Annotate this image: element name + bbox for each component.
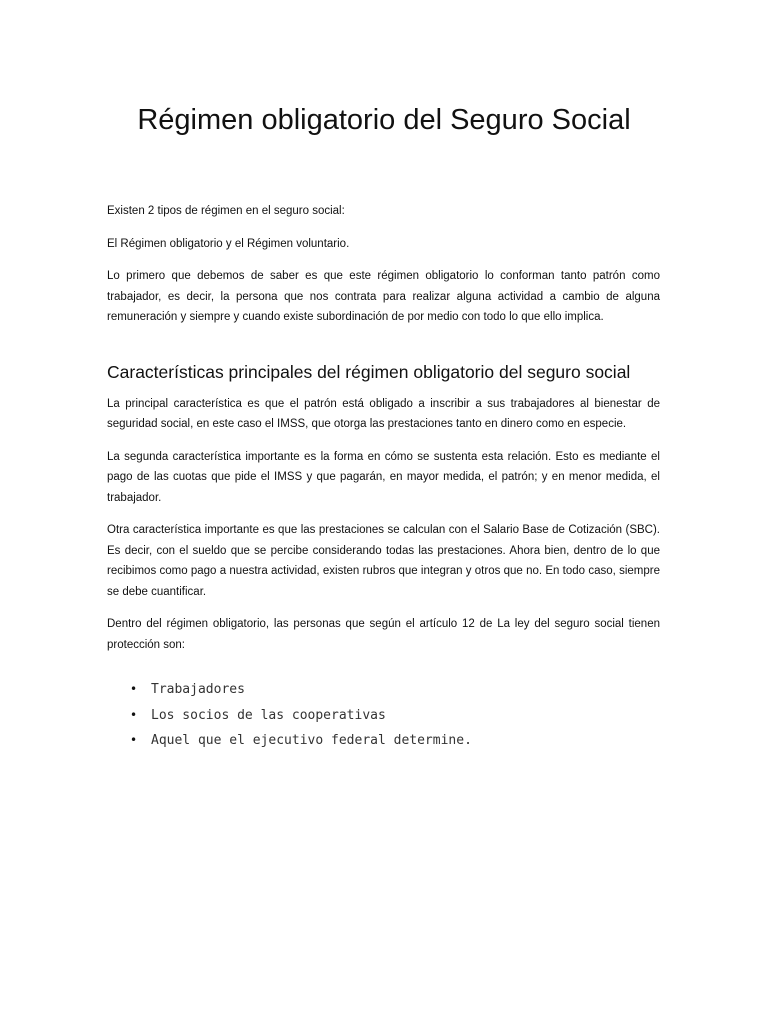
list-item — [107, 728, 660, 754]
section-heading: Características principales del régimen obligatorio del seguro social — [107, 361, 631, 382]
list-item-text: Trabajadores — [151, 682, 245, 697]
list-item — [107, 677, 660, 703]
regimens-paragraph: El Régimen obligatorio y el Régimen voluntario. — [107, 237, 350, 250]
document-body — [107, 201, 660, 754]
list-item-text: Aquel que el ejecutivo federal determine. — [151, 733, 472, 748]
document-title: Régimen obligatorio del Seguro Social — [137, 104, 631, 136]
paragraph-protected-persons: Dentro del régimen obligatorio, las personas que según el artículo 12 de La ley del seguro social tienen protección son: — [107, 618, 660, 651]
list-item-text: Los socios de las cooperativas — [151, 707, 386, 723]
intro-paragraph: Existen 2 tipos de régimen en el seguro social: — [107, 205, 345, 217]
list-item — [107, 703, 660, 729]
paragraph-characteristic-2: La segunda característica importante es la forma en cómo se sustenta esta relación. Esto es mediante el pago de las cuotas que pide el IMSS y que pagarán, en mayor medida, el patrón; y en menor medida, el trabajador. — [107, 450, 660, 504]
protected-persons-list — [107, 677, 660, 754]
bullet-icon: • — [130, 733, 138, 747]
bullet-icon: • — [130, 682, 138, 696]
paragraph-definition: Lo primero que debemos de saber es que este régimen obligatorio lo conforman tanto patrón como trabajador, es decir, la persona que nos contrata para realizar alguna actividad a cambio de alguna remuneración y siempre y cuando existe subordinación de por medio con todo lo que ello implica. — [107, 270, 660, 323]
paragraph-characteristic-1: La principal característica es que el patrón está obligado a inscribir a sus trabajadores al bienestar de seguridad social, en este caso el IMSS, que otorga las prestaciones tanto en dinero como en especie. — [107, 397, 660, 430]
bullet-icon: • — [130, 707, 138, 722]
paragraph-characteristic-3: Otra característica importante es que las prestaciones se calculan con el Salario Base de Cotización (SBC). Es decir, con el sueldo que se percibe considerando todas las prestaciones. Ahora bien, dentro de lo que recibimos como pago a nuestra actividad, existen rubros que integran y otros que no. En todo caso, siempre se debe cuantificar. — [107, 524, 660, 598]
